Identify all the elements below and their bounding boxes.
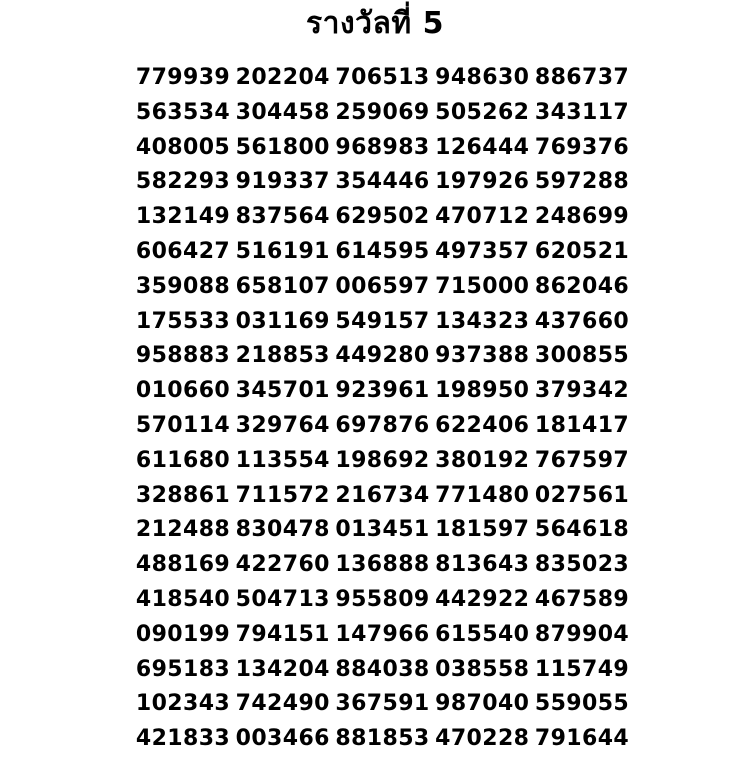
prize-number: 470712 bbox=[435, 204, 530, 230]
prize-number: 835023 bbox=[534, 552, 630, 578]
number-row bbox=[135, 165, 630, 200]
prize-number: 379342 bbox=[534, 378, 630, 404]
prize-number: 615540 bbox=[435, 621, 530, 647]
prize-number: 248699 bbox=[534, 204, 630, 230]
number-row bbox=[135, 722, 630, 757]
prize-number: 504713 bbox=[235, 586, 330, 612]
prize-number: 559055 bbox=[534, 691, 630, 717]
prize-number: 923961 bbox=[335, 378, 430, 404]
prize-number: 027561 bbox=[534, 482, 630, 508]
prize-number: 606427 bbox=[135, 238, 231, 264]
number-row bbox=[135, 200, 630, 235]
prize-number: 136888 bbox=[335, 552, 430, 578]
prize-number: 329764 bbox=[235, 412, 330, 438]
prize-number: 113554 bbox=[235, 447, 330, 473]
prize-number: 175533 bbox=[135, 308, 231, 334]
prize-number: 212488 bbox=[135, 517, 231, 543]
prize-number: 300855 bbox=[534, 343, 630, 369]
number-row bbox=[135, 618, 630, 653]
prize-number: 198692 bbox=[335, 447, 430, 473]
prize-number: 102343 bbox=[135, 691, 231, 717]
prize-number: 570114 bbox=[135, 412, 231, 438]
prize-number: 134323 bbox=[435, 308, 530, 334]
number-row bbox=[135, 513, 630, 548]
prize-number: 881853 bbox=[335, 726, 430, 752]
number-row bbox=[135, 653, 630, 688]
prize-number: 791644 bbox=[534, 726, 630, 752]
prize-number: 345701 bbox=[235, 378, 330, 404]
prize-number: 561800 bbox=[235, 134, 330, 160]
prize-number: 611680 bbox=[135, 447, 231, 473]
prize-number: 449280 bbox=[335, 343, 430, 369]
prize-number: 614595 bbox=[335, 238, 430, 264]
prize-number: 706513 bbox=[335, 65, 430, 90]
prize-number: 742490 bbox=[235, 691, 330, 717]
prize-number: 767597 bbox=[534, 447, 630, 473]
prize-number: 516191 bbox=[235, 238, 330, 264]
number-row bbox=[135, 583, 630, 618]
prize-number: 622406 bbox=[435, 412, 530, 438]
prize-number: 837564 bbox=[235, 204, 330, 230]
prize-number: 467589 bbox=[534, 586, 630, 612]
prize-number: 134204 bbox=[235, 656, 330, 682]
prize-number: 505262 bbox=[435, 99, 530, 125]
prize-number: 919337 bbox=[235, 169, 330, 195]
prize-number: 697876 bbox=[335, 412, 430, 438]
prize-number: 422760 bbox=[235, 552, 330, 578]
prize-number: 031169 bbox=[235, 308, 330, 334]
prize-number: 968983 bbox=[335, 134, 430, 160]
prize-number: 115749 bbox=[534, 656, 630, 682]
number-row bbox=[135, 479, 630, 514]
prize-number: 006597 bbox=[335, 273, 430, 299]
prize-number: 354446 bbox=[335, 169, 430, 195]
prize-number: 437660 bbox=[534, 308, 630, 334]
number-row bbox=[135, 61, 630, 96]
prize-number: 695183 bbox=[135, 656, 231, 682]
prize-number: 813643 bbox=[435, 552, 530, 578]
prize-number: 216734 bbox=[335, 482, 430, 508]
prize-number: 197926 bbox=[435, 169, 530, 195]
number-row bbox=[135, 96, 630, 131]
prize-number: 380192 bbox=[435, 447, 530, 473]
prize-number: 126444 bbox=[435, 134, 530, 160]
prize-number: 937388 bbox=[435, 343, 530, 369]
prize-number: 132149 bbox=[135, 204, 231, 230]
prize-number: 597288 bbox=[534, 169, 630, 195]
prize-number: 202204 bbox=[235, 65, 330, 90]
prize-number: 862046 bbox=[534, 273, 630, 299]
prize-number: 948630 bbox=[435, 65, 530, 90]
prize-number: 003466 bbox=[235, 726, 330, 752]
prize-number-grid bbox=[135, 61, 630, 757]
prize-number: 830478 bbox=[235, 517, 330, 543]
number-row bbox=[135, 305, 630, 340]
number-row bbox=[135, 687, 630, 722]
prize-number: 442922 bbox=[435, 586, 530, 612]
prize-number: 488169 bbox=[135, 552, 231, 578]
prize-number: 470228 bbox=[435, 726, 530, 752]
page-title: รางวัลที่ 5 bbox=[306, 6, 444, 41]
prize-number: 198950 bbox=[435, 378, 530, 404]
prize-number: 181417 bbox=[534, 412, 630, 438]
prize-number: 715000 bbox=[435, 273, 530, 299]
prize-number: 090199 bbox=[135, 621, 231, 647]
prize-number: 418540 bbox=[135, 586, 231, 612]
prize-number: 359088 bbox=[135, 273, 231, 299]
prize-number: 987040 bbox=[435, 691, 530, 717]
prize-number: 629502 bbox=[335, 204, 430, 230]
prize-number: 658107 bbox=[235, 273, 330, 299]
prize-number: 879904 bbox=[534, 621, 630, 647]
prize-number: 038558 bbox=[435, 656, 530, 682]
prize-number: 328861 bbox=[135, 482, 231, 508]
number-row bbox=[135, 548, 630, 583]
prize-number: 497357 bbox=[435, 238, 530, 264]
number-row bbox=[135, 131, 630, 166]
prize-number: 421833 bbox=[135, 726, 231, 752]
prize-number: 779939 bbox=[135, 65, 231, 90]
prize-number: 958883 bbox=[135, 343, 231, 369]
prize-number: 013451 bbox=[335, 517, 430, 543]
prize-number: 218853 bbox=[235, 343, 330, 369]
number-row bbox=[135, 270, 630, 305]
prize-number: 620521 bbox=[534, 238, 630, 264]
prize-number: 408005 bbox=[135, 134, 231, 160]
prize-number: 563534 bbox=[135, 99, 231, 125]
prize-number: 181597 bbox=[435, 517, 530, 543]
prize-number: 343117 bbox=[534, 99, 630, 125]
prize-number: 769376 bbox=[534, 134, 630, 160]
prize-number: 711572 bbox=[235, 482, 330, 508]
number-row bbox=[135, 339, 630, 374]
number-row bbox=[135, 409, 630, 444]
prize-number: 304458 bbox=[235, 99, 330, 125]
prize-number: 367591 bbox=[335, 691, 430, 717]
prize-number: 564618 bbox=[534, 517, 630, 543]
number-row bbox=[135, 374, 630, 409]
prize-number: 884038 bbox=[335, 656, 430, 682]
prize-number: 147966 bbox=[335, 621, 430, 647]
number-row bbox=[135, 235, 630, 270]
prize-number: 794151 bbox=[235, 621, 330, 647]
prize-number: 259069 bbox=[335, 99, 430, 125]
prize-number: 549157 bbox=[335, 308, 430, 334]
prize-number: 010660 bbox=[135, 378, 231, 404]
number-row bbox=[135, 444, 630, 479]
prize-number: 886737 bbox=[534, 65, 630, 90]
prize-number: 955809 bbox=[335, 586, 430, 612]
prize-number: 771480 bbox=[435, 482, 530, 508]
prize-number: 582293 bbox=[135, 169, 231, 195]
